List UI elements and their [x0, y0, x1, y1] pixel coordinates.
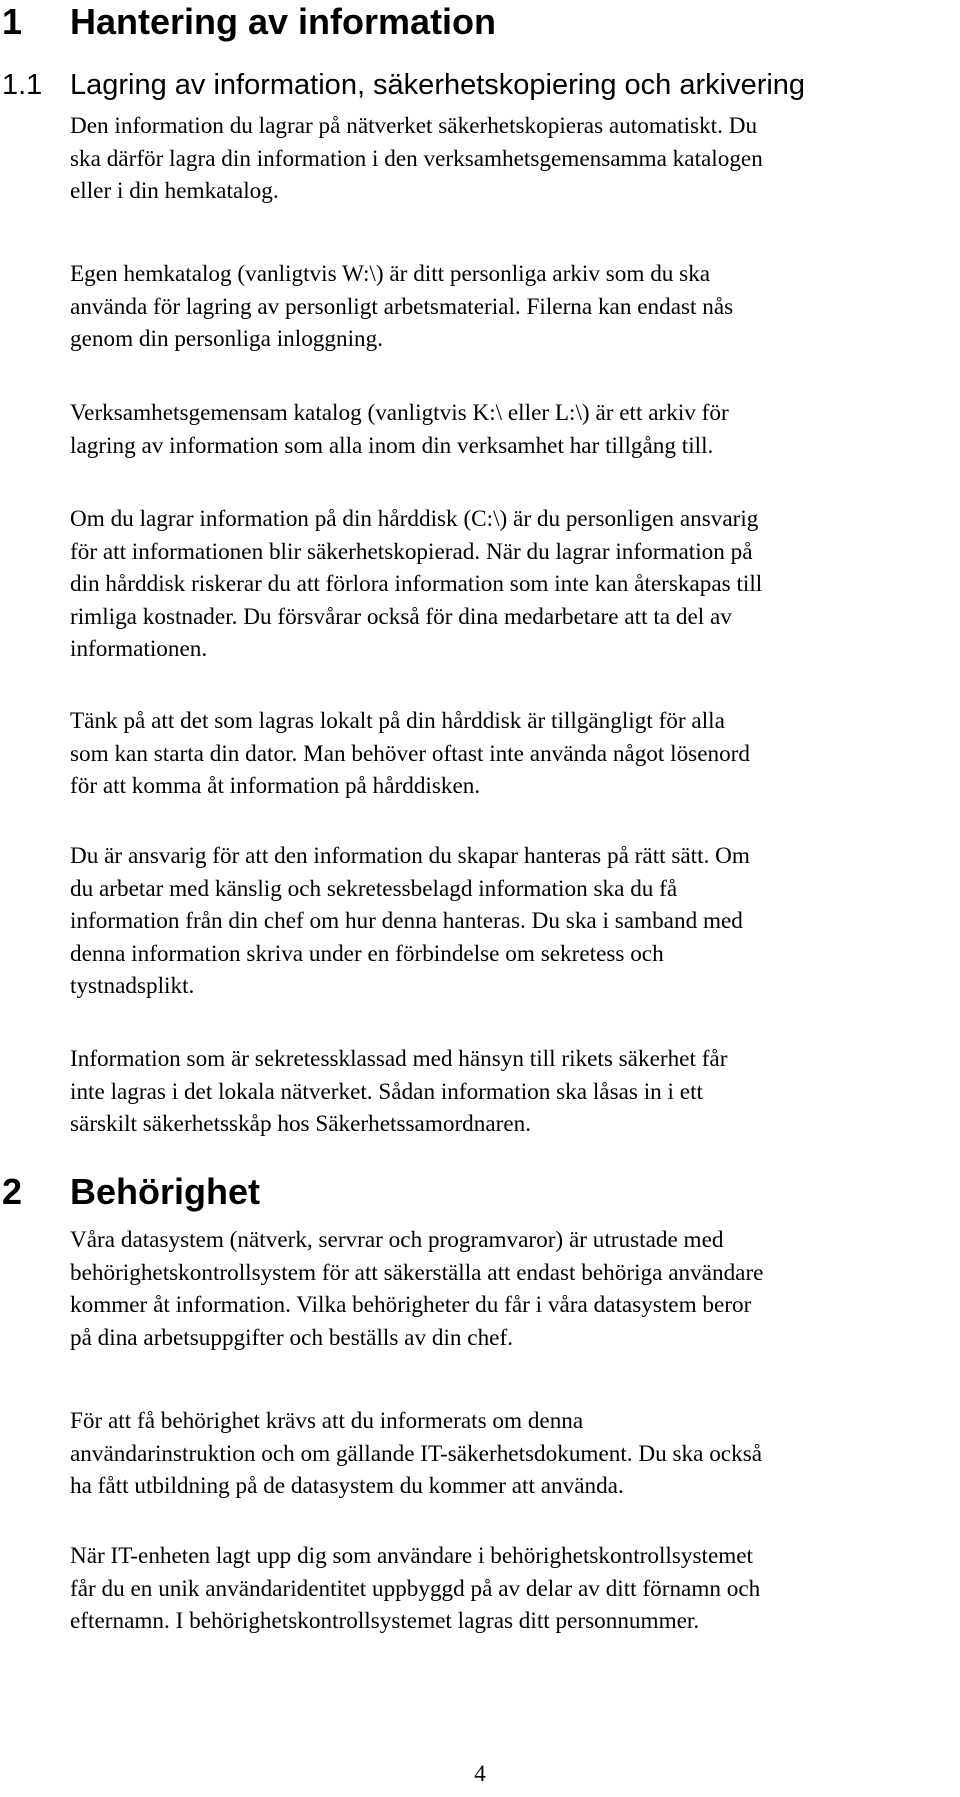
text-line: för att komma åt information på hårddisken. — [70, 773, 481, 800]
text-line: denna information skriva under en förbindelse om sekretess och — [70, 940, 664, 967]
text-line: genom din personliga inloggning. — [70, 326, 383, 353]
paragraph — [70, 258, 950, 356]
paragraph — [70, 110, 950, 208]
section-number: 1 — [2, 1, 23, 42]
section-title: Hantering av information — [70, 1, 497, 42]
text-line: använda för lagring av personligt arbetsmaterial. Filerna kan endast nås — [70, 293, 734, 320]
paragraph — [70, 397, 950, 462]
paragraph — [70, 705, 950, 803]
text-line: särskilt säkerhetsskåp hos Säkerhetssamordnaren. — [70, 1111, 532, 1138]
text-line: Tänk på att det som lagras lokalt på din hårddisk är tillgängligt för alla — [70, 708, 725, 734]
text-line: Verksamhetsgemensam katalog (vanligtvis K:\ eller L:\) är ett arkiv för — [70, 400, 729, 426]
page-number: 4 — [474, 1761, 486, 1786]
text-line: efternamn. I behörighetskontrollsystemet lagras ditt personnummer. — [70, 1608, 700, 1635]
text-line: För att få behörighet krävs att du informerats om denna — [70, 1408, 584, 1434]
paragraph — [70, 1540, 950, 1638]
paragraph — [70, 1224, 950, 1354]
section-number: 2 — [2, 1171, 23, 1212]
text-line: Egen hemkatalog (vanligtvis W:\) är ditt personliga arkiv som du ska — [70, 261, 711, 287]
paragraph — [70, 840, 950, 1003]
paragraph — [70, 503, 950, 666]
paragraph — [70, 1405, 950, 1503]
subsection-title: Lagring av information, säkerhetskopiering och arkivering — [70, 69, 806, 101]
text-line: Den information du lagrar på nätverket säkerhetskopieras automatiskt. Du — [70, 113, 758, 139]
text-line: Information som är sekretessklassad med hänsyn till rikets säkerhet får — [70, 1046, 728, 1072]
text-line: användarinstruktion och om gällande IT-säkerhetsdokument. Du ska också — [70, 1440, 763, 1467]
text-line: informationen. — [70, 636, 208, 663]
text-line: information från din chef om hur denna hanteras. Du ska i samband med — [70, 908, 743, 935]
text-line: lagring av information som alla inom din verksamhet har tillgång till. — [70, 432, 714, 459]
text-line: ha fått utbildning på de datasystem du kommer att använda. — [70, 1473, 624, 1500]
text-line: När IT-enheten lagt upp dig som användare i behörighetskontrollsystemet — [70, 1543, 753, 1569]
text-line: tystnadsplikt. — [70, 973, 195, 1000]
text-line: eller i din hemkatalog. — [70, 178, 279, 205]
text-line: kommer åt information. Vilka behörigheter du får i våra datasystem beror — [70, 1292, 752, 1319]
text-line: du arbetar med känslig och sekretessbelagd information ska du få — [70, 875, 678, 902]
text-line: Våra datasystem (nätverk, servrar och programvaror) är utrustade med — [70, 1227, 724, 1253]
text-line: Du är ansvarig för att den information du skapar hanteras på rätt sätt. Om — [70, 843, 750, 869]
text-line: inte lagras i det lokala nätverket. Sådan information ska låsas in i ett — [70, 1078, 703, 1105]
text-line: din hårddisk riskerar du att förlora information som inte kan återskapas till — [70, 571, 763, 598]
text-line: ska därför lagra din information i den verksamhetsgemensamma katalogen — [70, 145, 763, 172]
text-line: Om du lagrar information på din hårddisk (C:\) är du personligen ansvarig — [70, 506, 759, 532]
text-line: på dina arbetsuppgifter och beställs av din chef. — [70, 1324, 513, 1351]
paragraph — [70, 1043, 950, 1141]
text-line: som kan starta din dator. Man behöver oftast inte använda något lösenord — [70, 740, 750, 767]
text-line: får du en unik användaridentitet uppbyggd på av delar av ditt förnamn och — [70, 1575, 761, 1602]
text-line: behörighetskontrollsystem för att säkerställa att endast behöriga användare — [70, 1259, 764, 1286]
text-line: rimliga kostnader. Du försvårar också för dina medarbetare att ta del av — [70, 603, 732, 630]
section-title: Behörighet — [70, 1171, 261, 1212]
text-line: för att informationen blir säkerhetskopierad. När du lagrar information på — [70, 538, 753, 565]
subsection-number: 1.1 — [2, 69, 43, 101]
